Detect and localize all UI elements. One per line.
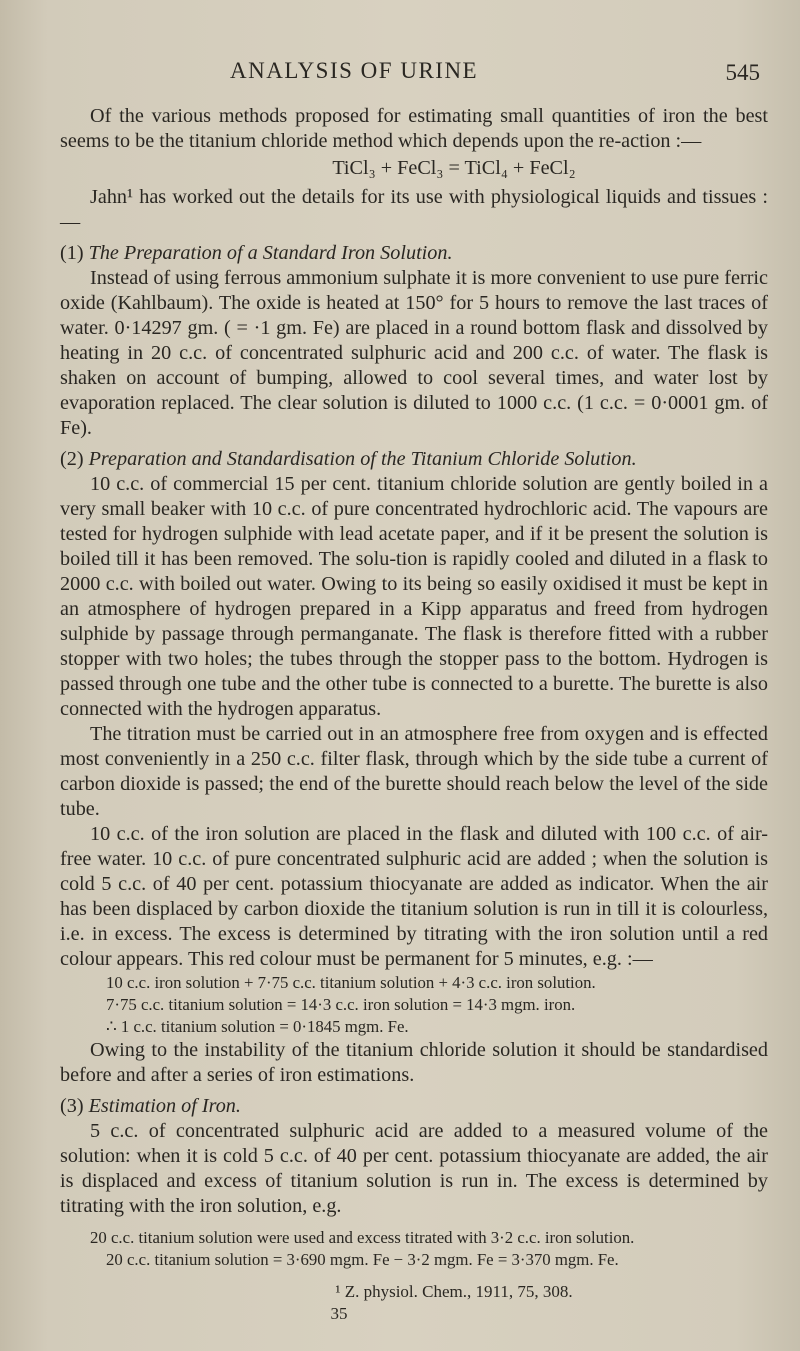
signature-mark: 35 [330, 1304, 348, 1323]
page-header [230, 58, 760, 88]
section-2-number: (2) [60, 448, 84, 470]
intro-paragraph: Of the various methods proposed for estimating small quantities of iron the best seems to be the titanium chloride method which depends upon the re-action :— [60, 105, 768, 152]
section-3-heading [60, 1094, 768, 1119]
page-body [60, 104, 768, 1326]
section-3-number: (3) [60, 1095, 84, 1117]
page-number: 545 [725, 60, 760, 85]
jahn-paragraph: Jahn¹ has worked out the details for its use with physiological liquids and tissues :— [60, 186, 768, 233]
example-line-2: 20 c.c. titanium solution = 3·690 mgm. Fe − 3·2 mgm. Fe = 3·370 mgm. Fe. [106, 1250, 619, 1269]
footnote: ¹ Z. physiol. Chem., 1911, 75, 308. [335, 1282, 573, 1301]
calculation-line-3: ∴ 1 c.c. titanium solution = 0·1845 mgm. Fe. [106, 1017, 409, 1036]
section-1-text: Instead of using ferrous ammonium sulphate it is more convenient to use pure ferric oxide (Kahlbaum). The oxide is heated at 150° for 5 hours to remove the last traces of water. 0·14297 gm. ( = ·1 gm. Fe) are placed in a round bottom flask and dissolved by heating in 20 c.c. of concentrated sulphuric acid and 200 c.c. of water. The flask is shaken on account of bumping, allowed to cool several times, and water lost by evaporation replaced. The clear solution is diluted to 1000 c.c. (1 c.c. = 0·0001 gm. of Fe). [60, 267, 768, 439]
section-3-title: Estimation of Iron. [88, 1095, 241, 1117]
section-2-paragraph-2: The titration must be carried out in an atmosphere free from oxygen and is effected most conveniently in a 250 c.c. filter flask, through which by the side tube a current of carbon dioxide is passed; the end of the burette should reach below the level of the side tube. [60, 723, 768, 820]
section-3-paragraph-1: 5 c.c. of concentrated sulphuric acid are added to a measured volume of the solution: when it is cold 5 c.c. of 40 per cent. potassium thiocyanate are added, the air is displaced and excess of titanium solution is run in. The excess is determined by titrating with the iron solution, e.g. [60, 1120, 768, 1217]
section-2-heading [60, 447, 768, 472]
section-1-title: The Preparation of a Standard Iron Solution. [88, 242, 453, 264]
section-2-paragraph-1: 10 c.c. of commercial 15 per cent. titanium chloride solution are gently boiled in a very small beaker with 10 c.c. of pure concentrated hydrochloric acid. The vapours are tested for hydrogen sulphide with lead acetate paper, and if it be present the solution is boiled till it has been removed. The solu-tion is rapidly cooled and diluted in a flask to 2000 c.c. with boiled out water. Owing to its being so easily oxidised it must be kept in an atmosphere of hydrogen prepared in a Kipp apparatus and freed from hydrogen sulphide by passage through permanganate. The flask is therefore fitted with a rubber stopper with two holes; the tubes through the stopper pass to the bottom. Hydrogen is passed through one tube and the other tube is connected to a burette. The burette is also connected with the hydrogen apparatus. [60, 473, 768, 720]
section-1-number: (1) [60, 242, 84, 264]
section-2-paragraph-4: Owing to the instability of the titanium chloride solution it should be standardised before and after a series of iron estimations. [60, 1039, 768, 1086]
calculation-line-2: 7·75 c.c. titanium solution = 14·3 c.c. iron solution = 14·3 mgm. iron. [106, 995, 576, 1014]
section-1-heading [60, 241, 768, 266]
section-2-title: Preparation and Standardisation of the Titanium Chloride Solution. [88, 448, 637, 470]
calculation-line-1: 10 c.c. iron solution + 7·75 c.c. titanium solution + 4·3 c.c. iron solution. [106, 973, 596, 992]
running-title: ANALYSIS OF URINE [230, 58, 479, 83]
example-line-1: 20 c.c. titanium solution were used and excess titrated with 3·2 c.c. iron solution. [90, 1228, 635, 1247]
reaction-equation: TiCl₃ + FeCl₃ = TiCl₄ + FeCl₂ [332, 157, 576, 179]
section-2-paragraph-3: 10 c.c. of the iron solution are placed in the flask and diluted with 100 c.c. of air-free water. 10 c.c. of pure concentrated sulphuric acid are added ; when the solution is cold 5 c.c. of 40 per cent. potassium thiocyanate are added as indicator. When the air has been displaced by carbon dioxide the titanium solution is run in till it is colourless, i.e. in excess. The excess is determined by titrating with the iron solution until a red colour appears. This red colour must be permanent for 5 minutes, e.g. :— [60, 823, 768, 970]
